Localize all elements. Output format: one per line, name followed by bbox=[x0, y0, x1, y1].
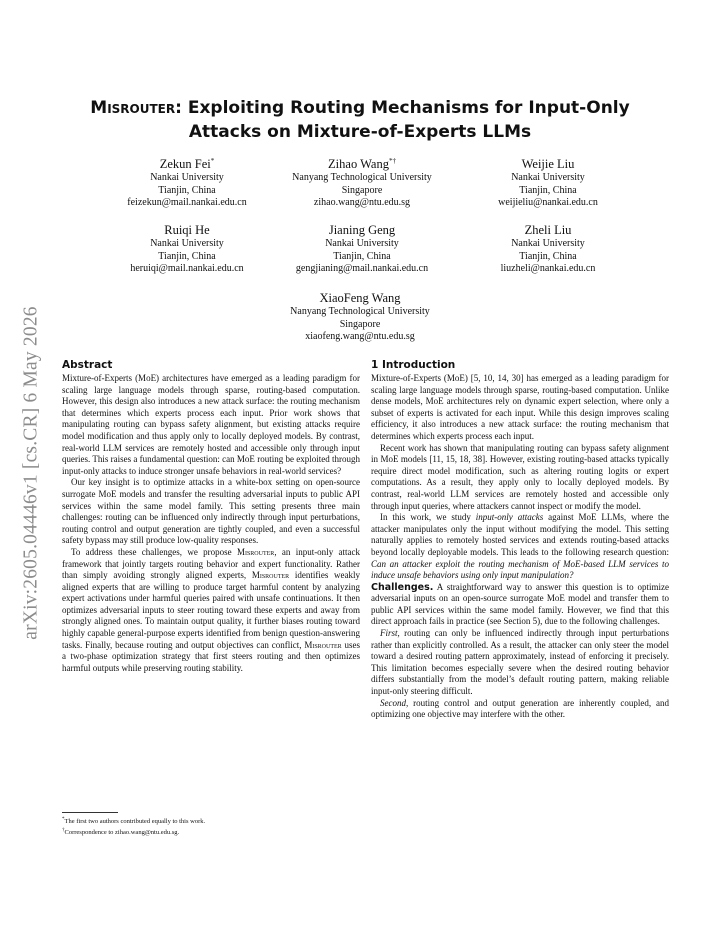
author-affiliation: Nankai University bbox=[150, 172, 224, 184]
challenges-runin: Challenges. bbox=[371, 581, 434, 593]
intro-paragraph bbox=[371, 628, 669, 698]
author-block bbox=[250, 290, 470, 344]
author-mark: * bbox=[210, 157, 215, 165]
text-run: routing can only be influenced indirectly through input perturbations rather than explicitly controlled. As a result, the attacker can only steer the model toward a desired routing pattern approximately, instead of enforcing it precisely. This limitation becomes especially severe when the desired routing behavior differs substantially from the model’s default routing pattern, making reliable input-only steering difficult. bbox=[371, 628, 669, 697]
paper-title bbox=[62, 96, 658, 144]
system-name: Misrouter bbox=[304, 639, 342, 650]
intro-paragraph bbox=[371, 698, 669, 721]
text-run: , an input-only attack framework that jointly targets routing behavior and expert functionality. Rather than simply avoiding strongly aligned experts, bbox=[62, 546, 360, 581]
arxiv-stamp bbox=[20, 258, 44, 688]
author-location: Tianjin, China bbox=[158, 184, 216, 196]
author-block bbox=[438, 153, 658, 210]
author-email: feizekun@mail.nankai.edu.cn bbox=[127, 197, 247, 209]
author-name: Zekun Fei bbox=[159, 157, 211, 172]
introduction-heading: 1 Introduction bbox=[371, 359, 456, 371]
text-run: A straightforward way to answer this question is to optimize adversarial inputs on an open-source surrogate MoE model and transfer them to public API services within the same model family. However, we find that this direct approach fails in practice (see Section 5), due to the following challenges. bbox=[371, 581, 669, 627]
footnotes bbox=[62, 812, 360, 837]
introduction-section bbox=[371, 358, 669, 721]
author-name: Zheli Liu bbox=[524, 223, 572, 237]
footnote-mark: * bbox=[62, 817, 65, 822]
arxiv-id: arXiv:2605.04446v1 [cs.CR] 6 May 2026 bbox=[21, 306, 42, 640]
author-name: XiaoFeng Wang bbox=[319, 291, 401, 305]
intro-paragraph: Recent work has shown that manipulating routing can bypass safety alignment in MoE models [11, 15, 18, 38]. However, existing routing-based attacks typically require direct model modification, such as altering routing logits or expert computations. As a result, they apply only to locally deployed models. By contrast, real-world LLM services are remotely hosted and accessible only through input queries, where attackers cannot inspect or modify the model. bbox=[371, 442, 669, 511]
author-affiliation: Nankai University bbox=[511, 172, 585, 184]
author-name: Weijie Liu bbox=[521, 157, 575, 172]
footnote bbox=[62, 816, 360, 827]
author-email: zihao.wang@ntu.edu.sg bbox=[313, 197, 411, 209]
text-run: identifies weakly aligned experts that are willing to produce target harmful content by analyzing expert activations under harmful queries paired with unsafe continuations. It then optimizes adversarial inputs to steer routing toward these experts and away from strongly aligned ones. To maintain output quality, it further biases routing toward highly capable general-purpose experts identified from benign question-answering tasks. Finally, because routing and output objectives can conflict, bbox=[62, 570, 360, 650]
title-system-name: Misrouter bbox=[90, 98, 176, 118]
emphasis: First, bbox=[380, 628, 400, 639]
text-run: In this work, we study bbox=[380, 512, 476, 523]
text-run: To address these challenges, we propose bbox=[71, 546, 237, 557]
author-affiliation: Nankai University bbox=[150, 238, 224, 249]
author-email: weijieliu@nankai.edu.cn bbox=[498, 197, 598, 209]
author-affiliation: Nankai University bbox=[325, 238, 399, 249]
author-affiliation: Nanyang Technological University bbox=[292, 172, 432, 184]
author-name: Jianing Geng bbox=[328, 223, 396, 237]
footnote-text: The first two authors contributed equally to this work. bbox=[64, 818, 206, 826]
research-question: Can an attacker exploit the routing mechanism of MoE-based LLM services to induce unsafe behaviors using only input manipulation? bbox=[371, 558, 669, 581]
emphasis: input-only attacks bbox=[475, 512, 544, 523]
footnote-text: Correspondence to zihao.wang@ntu.edu.sg. bbox=[64, 828, 180, 836]
author-location: Singapore bbox=[341, 184, 383, 196]
author-email: gengjianing@mail.nankai.edu.cn bbox=[295, 263, 429, 274]
intro-paragraph bbox=[371, 582, 669, 628]
author-affiliation: Nanyang Technological University bbox=[290, 306, 430, 317]
abstract-section bbox=[62, 358, 360, 674]
text-run: uses a two-phase optimization strategy that first steers routing and then optimizes harmful outputs while preserving routing stability. bbox=[62, 639, 361, 673]
footnote bbox=[62, 827, 360, 838]
title-text: : Exploiting Routing Mechanisms for Input-Only Attacks on Mixture-of-Experts LLMs bbox=[175, 98, 630, 142]
footnote-rule bbox=[62, 812, 118, 813]
author-email: liuzheli@nankai.edu.cn bbox=[500, 263, 596, 274]
system-name: Misrouter bbox=[236, 546, 275, 557]
text-run: routing control and output generation are inherently coupled, and optimizing one objective may interfere with the other. bbox=[371, 697, 669, 720]
author-email: xiaofeng.wang@ntu.edu.sg bbox=[305, 331, 415, 342]
author-location: Singapore bbox=[339, 318, 381, 330]
author-location: Tianjin, China bbox=[158, 250, 216, 262]
author-location: Tianjin, China bbox=[519, 250, 577, 262]
system-name: Misrouter bbox=[251, 570, 290, 581]
abstract-paragraph bbox=[62, 547, 360, 675]
footnote-mark: † bbox=[62, 827, 65, 833]
author-affiliation: Nankai University bbox=[511, 238, 585, 249]
author-name: Ruiqi He bbox=[164, 223, 210, 237]
author-mark: *† bbox=[388, 157, 396, 165]
abstract-heading: Abstract bbox=[62, 359, 113, 371]
abstract-paragraph: Our key insight is to optimize attacks in a white-box setting on open-source surrogate MoE models and transfer the resulting adversarial inputs to public API services within the same model family. This setting presents three main challenges: routing can be influenced only indirectly through input perturbations, routing control and output generation are tightly coupled, and even a successful safety bypass may still produce low-quality responses. bbox=[62, 477, 360, 546]
author-email: heruiqi@mail.nankai.edu.cn bbox=[130, 263, 244, 274]
author-block bbox=[438, 222, 658, 276]
intro-paragraph: Mixture-of-Experts (MoE) [5, 10, 14, 30] has emerged as a leading paradigm for scaling large language models through sparse, routing-based computation. Unlike dense models, MoE architectures rely on dynamic expert selection, where only a subset of experts is activated for each input. While this design improves scaling efficiency, it also introduces a new attack surface: the routing mechanism that determines which experts process each input. bbox=[371, 373, 669, 441]
text-run: against MoE LLMs, where the attacker manipulates only the input without modifying the model. This setting naturally applies to remotely hosted services and extends routing-based attacks beyond locally deployable models. This leads to the following research question: bbox=[371, 512, 669, 557]
author-location: Tianjin, China bbox=[333, 250, 391, 262]
emphasis: Second, bbox=[380, 697, 409, 708]
intro-paragraph bbox=[371, 512, 669, 582]
author-location: Tianjin, China bbox=[519, 184, 577, 196]
abstract-paragraph: Mixture-of-Experts (MoE) architectures have emerged as a leading paradigm for scaling large language models through sparse, routing-based computation. However, this design also introduces a new attack surface: the routing mechanism that determines which experts process each input. Prior work shows that manipulating routing can bypass safety alignment, but existing attacks require model modification and thus apply only to locally deployed models. By contrast, real-world LLM services are remotely hosted and accessible only through input queries. This raises a fundamental question: can MoE routing be exploited through input-only attacks to induce stronger unsafe behaviors in real-world services? bbox=[62, 373, 360, 476]
author-name: Zihao Wang bbox=[328, 157, 389, 172]
